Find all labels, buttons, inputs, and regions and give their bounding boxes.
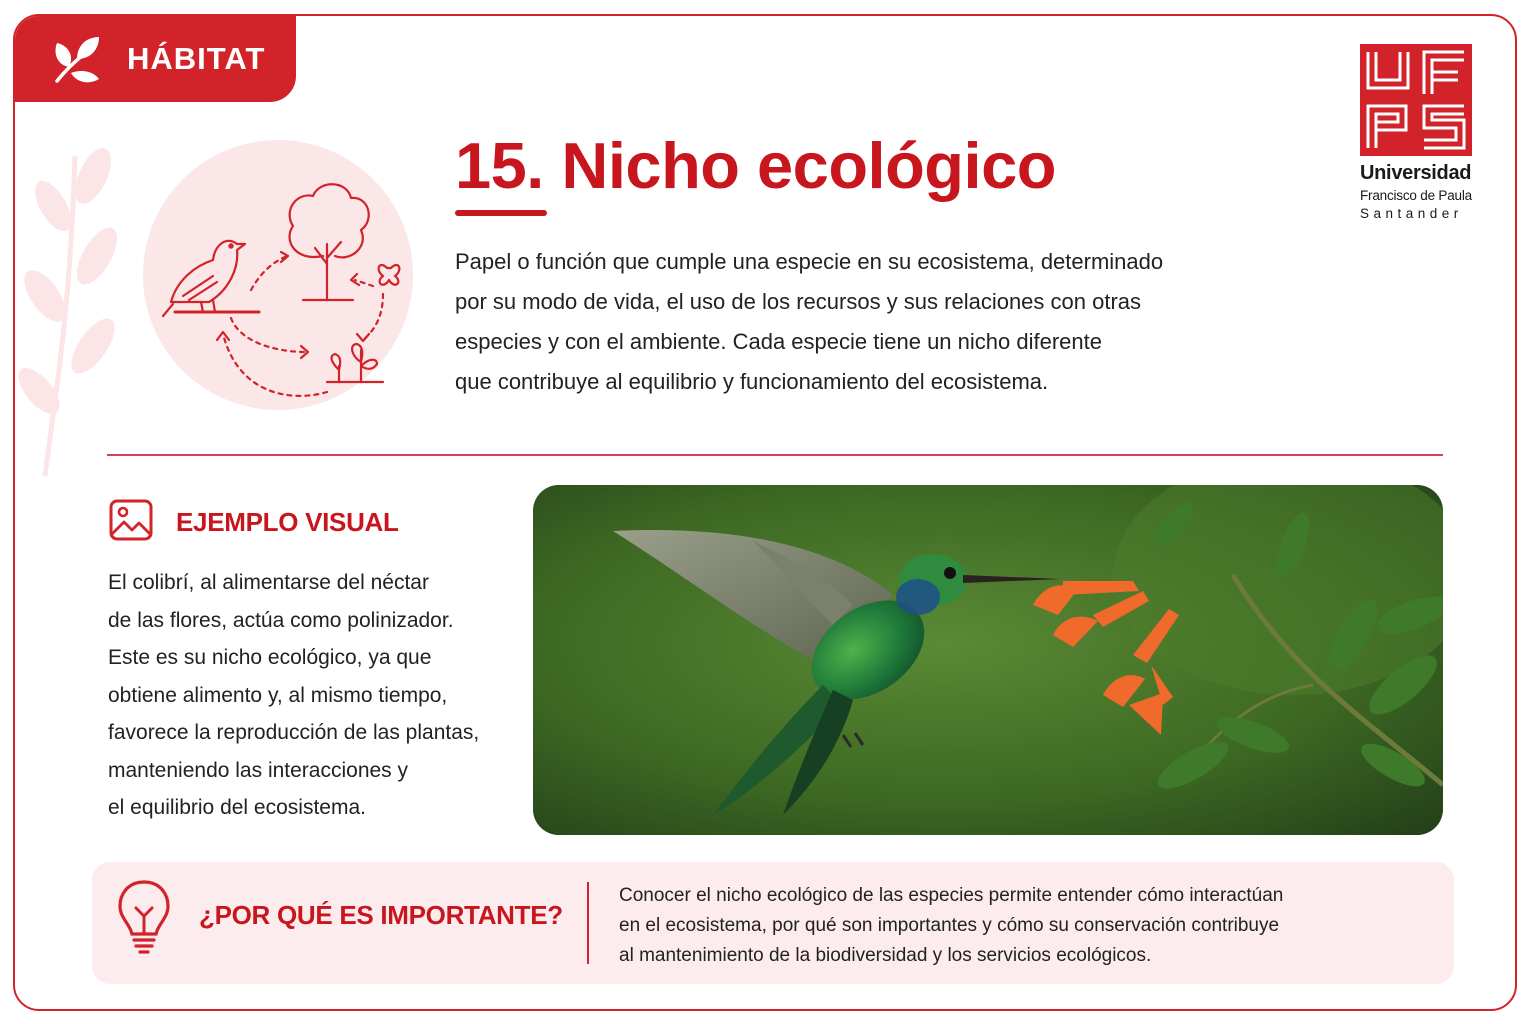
example-line: El colibrí, al alimentarse del néctar (108, 571, 429, 594)
hummingbird-photo (533, 485, 1443, 835)
importance-line: en el ecosistema, por qué son importantes y cómo su conservación contribuye (619, 915, 1280, 936)
title-underline (455, 210, 547, 216)
logo-line-2: Francisco de Paula (1360, 188, 1472, 203)
example-line: obtiene alimento y, al mismo tiempo, (108, 683, 448, 707)
importance-box (92, 862, 1454, 984)
example-line: de las flores, actúa como polinizador. (108, 608, 454, 632)
example-line: Este es su nicho ecológico, ya que (108, 646, 432, 669)
tab-label: HÁBITAT (127, 41, 266, 76)
university-logo (1360, 44, 1478, 221)
habitat-tab (15, 16, 296, 102)
example-title: EJEMPLO VISUAL (176, 507, 399, 537)
page-title: 15. Nicho ecológico (455, 129, 1056, 202)
definition-line: especies y con el ambiente. Cada especie tiene un nicho diferente (455, 329, 1102, 354)
example-line: favorece la reproducción de las plantas, (108, 721, 480, 744)
info-card (13, 14, 1517, 1011)
importance-line: Conocer el nicho ecológico de las especies permite entender cómo interactúan (619, 885, 1284, 906)
example-line: el equilibrio del ecosistema. (108, 796, 366, 819)
definition-text (455, 242, 1255, 402)
importance-line: al mantenimiento de la biodiversidad y los servicios ecológicos. (619, 945, 1152, 966)
definition-line: Papel o función que cumple una especie en su ecosistema, determinado (455, 249, 1164, 274)
example-text (108, 564, 518, 827)
example-heading (108, 498, 399, 547)
bird-icon (163, 241, 259, 316)
logo-line-3: Santander (1360, 206, 1463, 221)
butterfly-icon (379, 265, 400, 285)
ufps-logo-mark (1360, 44, 1472, 156)
importance-divider (587, 882, 589, 964)
example-line: manteniendo las interacciones y (108, 758, 409, 782)
lightbulb-icon (114, 876, 174, 961)
definition-line: por su modo de vida, el uso de los recursos y sus relaciones con otras (455, 289, 1142, 314)
image-icon (108, 498, 154, 547)
definition-line: que contribuye al equilibrio y funcionamiento del ecosistema. (455, 369, 1049, 394)
logo-line-1: Universidad (1360, 162, 1472, 184)
importance-title: ¿POR QUÉ ES IMPORTANTE? (199, 900, 563, 930)
plant-icon (327, 344, 383, 382)
importance-text (619, 881, 1419, 971)
section-divider (107, 454, 1443, 456)
leaf-icon (49, 31, 105, 87)
decorative-branch (15, 136, 125, 476)
niche-illustration (143, 140, 413, 410)
